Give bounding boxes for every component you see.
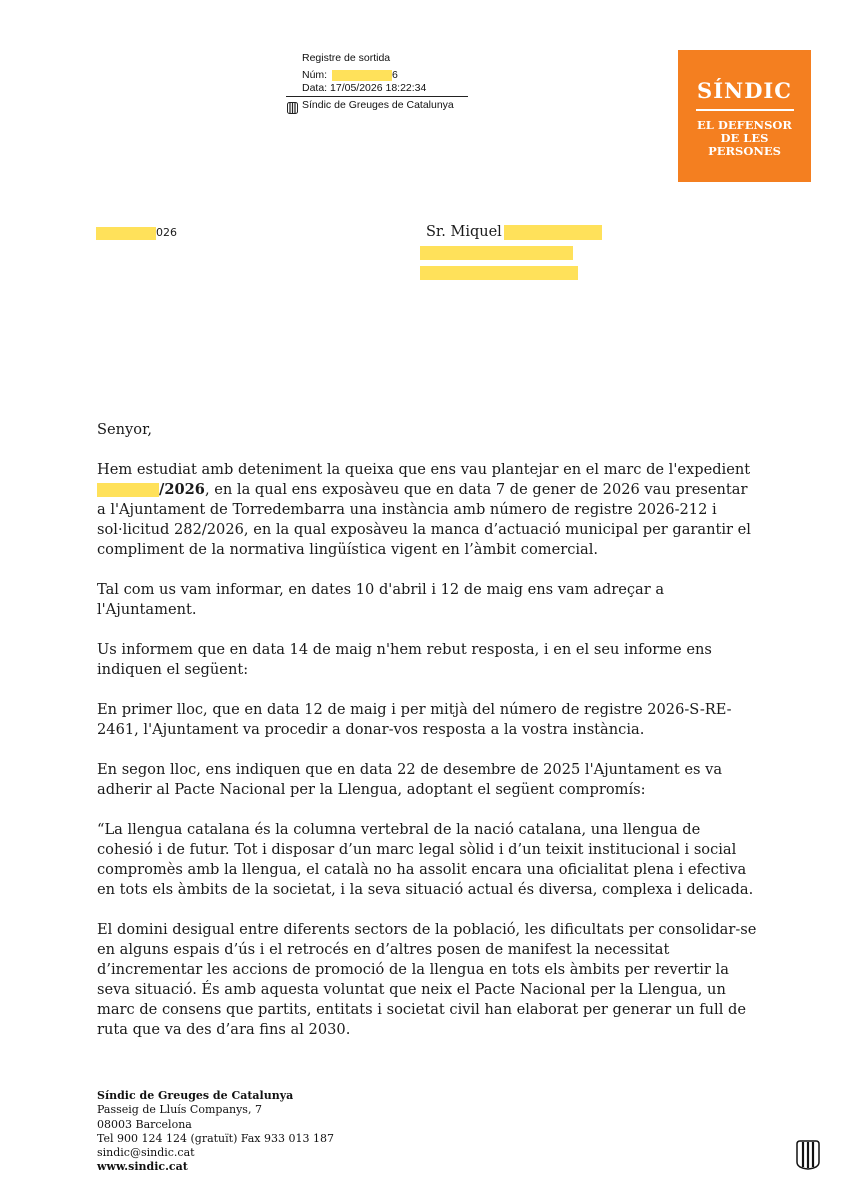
footer-city: 08003 Barcelona (97, 1117, 192, 1131)
stamp-date: Data: 17/05/2026 18:22:34 (302, 82, 427, 94)
redacted-address-line-1 (420, 246, 573, 260)
paragraph-4: En primer lloc, que en data 12 de maig i per mitjà del número de registre 2026-S-RE-2461, l'Ajuntament va procedir a donar-vos resposta a la vostra instància. (97, 701, 732, 738)
catalan-crest-icon (795, 1140, 821, 1174)
paragraph-3: Us informem que en data 14 de maig n'hem rebut resposta, i en el seu informe ens indiquen el següent: (97, 641, 712, 678)
stamp-number (302, 69, 426, 82)
footer-organization: Síndic de Greuges de Catalunya (97, 1089, 294, 1102)
redaction-mark (96, 227, 156, 240)
footer-website[interactable]: www.sindic.cat (97, 1160, 188, 1174)
reference-suffix: 026 (156, 226, 177, 239)
sindic-logo (678, 50, 811, 182)
paragraph-1-text-c: , en la qual ens exposàveu que en data 7 de gener de 2026 vau presentar a l'Ajuntament de Torredembarra una instància amb número de registre 2026-212 i sol·licitud 282/2026, en la qual exposàveu la manca d’actuació municipal per garantir el compliment de la normativa lingüística vigent en l’àmbit comercial. (97, 481, 751, 558)
paragraph-7: El domini desigual entre diferents sectors de la població, les dificultats per consolidar-se en alguns espais d’ús i el retrocés en d’altres posen de manifest la necessitat d’incrementar les accions de promoció de la llengua en tots els àmbits per revertir la seva situació. És amb aquesta voluntat que neix el Pacte Nacional per la Llengua, un marc de consens que partits, entitats i societat civil han elaborat per generar un full de ruta que va des d’ara fins al 2030. (97, 921, 757, 1038)
recipient-name: Sr. Miquel (426, 224, 502, 240)
logo-line-1: EL DEFENSOR (697, 118, 792, 132)
paragraph-1 (97, 460, 757, 560)
logo-subtitle (678, 119, 811, 158)
footer-street: Passeig de Lluís Companys, 7 (97, 1103, 262, 1117)
paragraph-2: Tal com us vam informar, en dates 10 d'abril i 12 de maig ens vam adreçar a l'Ajuntament. (97, 581, 665, 618)
paragraph-5: En segon lloc, ens indiquen que en data 22 de desembre de 2025 l'Ajuntament es va adherir al Pacte Nacional per la Llengua, adoptant el següent compromís: (97, 761, 723, 798)
recipient-block (426, 224, 602, 240)
footer-address (97, 1089, 334, 1175)
expedient-number: /2026 (159, 481, 205, 498)
salutation: Senyor, (97, 421, 153, 438)
letter-body (97, 420, 757, 1060)
catalan-crest-icon (287, 99, 298, 118)
stamp-title: Registre de sortida (302, 52, 391, 64)
redaction-mark (332, 70, 392, 81)
redaction-mark (504, 225, 602, 240)
paragraph-6: “La llengua catalana és la columna vertebral de la nació catalana, una llengua de cohesió i de futur. Tot i disposar d’un marc legal sòlid i d’un teixit institucional i social compromès amb la llengua, el català no ha assolit encara una oficialitat plena i efectiva en tots els àmbits de la societat, i la seva situació actual és diversa, complexa i delicada. (97, 821, 754, 898)
logo-line-2: DE LES (720, 131, 769, 145)
file-reference (96, 226, 177, 240)
redaction-mark (97, 483, 159, 497)
stamp-number-label: Núm: (302, 69, 328, 81)
registry-stamp (302, 52, 426, 95)
logo-brand: SÍNDIC (697, 78, 792, 103)
redacted-address-line-2 (420, 266, 578, 280)
footer-email[interactable]: sindic@sindic.cat (97, 1146, 195, 1160)
paragraph-1-text-a: Hem estudiat amb deteniment la queixa que ens vau plantejar en el marc de l'expedient (97, 461, 751, 478)
footer-phone: Tel 900 124 124 (gratuït) Fax 933 013 187 (97, 1131, 334, 1145)
logo-line-3: PERSONES (708, 144, 781, 158)
stamp-number-suffix: 6 (392, 69, 398, 81)
logo-rule (696, 109, 794, 111)
stamp-divider (286, 96, 468, 97)
stamp-organization: Síndic de Greuges de Catalunya (302, 99, 454, 111)
